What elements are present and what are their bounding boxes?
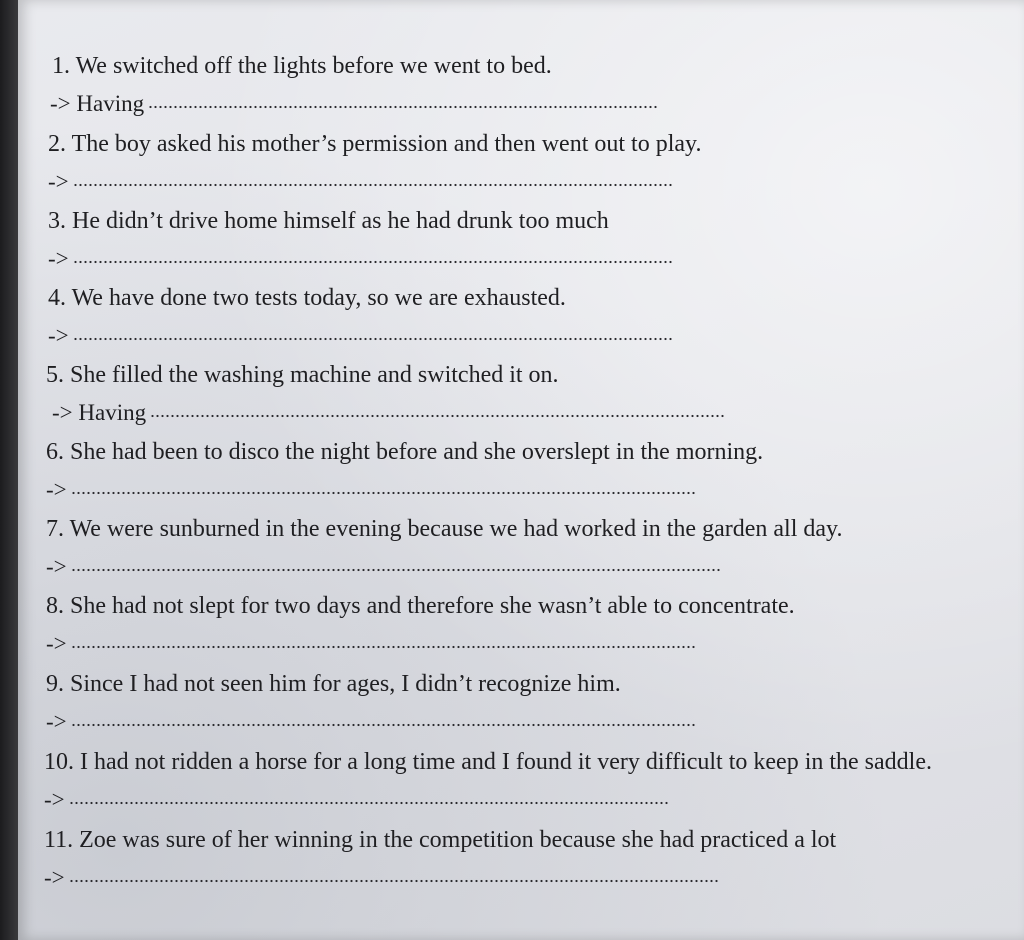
answer-prefix: -> xyxy=(46,631,67,656)
question-11: 11. Zoe was sure of her winning in the competition because she had practiced a lot xyxy=(44,827,837,853)
question-6: 6. She had been to disco the night before and she overslept in the morning. xyxy=(46,439,764,465)
answer-prefix: -> xyxy=(46,709,67,734)
question-9: 9. Since I had not seen him for ages, I didn’t recognize him. xyxy=(46,671,621,697)
answer-blank[interactable] xyxy=(73,337,673,341)
answer-blank[interactable] xyxy=(71,645,696,649)
question-1: 1. We switched off the lights before we went to bed. xyxy=(52,53,552,79)
answer-blank[interactable] xyxy=(71,723,696,727)
question-4: 4. We have done two tests today, so we are exhausted. xyxy=(48,285,566,311)
answer-blank[interactable] xyxy=(69,801,669,805)
question-8: 8. She had not slept for two days and therefore she wasn’t able to concentrate. xyxy=(46,593,795,619)
answer-prefix: -> xyxy=(44,787,65,812)
answer-line-4 xyxy=(48,322,673,350)
answer-line-8 xyxy=(46,630,696,658)
answer-prefix: -> xyxy=(46,477,67,502)
answer-prefix: -> xyxy=(46,554,67,579)
answer-line-10 xyxy=(44,786,669,814)
answer-prefix: -> Having xyxy=(50,91,145,116)
exercise-list xyxy=(18,0,1024,940)
answer-line-1 xyxy=(50,90,658,118)
answer-line-9 xyxy=(46,708,696,736)
question-3: 3. He didn’t drive home himself as he had drunk too much xyxy=(48,208,609,234)
answer-blank[interactable] xyxy=(71,568,721,572)
answer-blank[interactable] xyxy=(73,260,673,264)
answer-blank[interactable] xyxy=(150,414,725,418)
answer-prefix: -> Having xyxy=(52,400,147,425)
answer-prefix: -> xyxy=(48,246,69,271)
answer-blank[interactable] xyxy=(148,105,658,109)
answer-line-11 xyxy=(44,864,719,892)
question-5: 5. She filled the washing machine and switched it on. xyxy=(46,362,559,388)
answer-prefix: -> xyxy=(44,865,65,890)
answer-line-2 xyxy=(48,168,673,196)
paper-sheet xyxy=(18,0,1024,940)
answer-prefix: -> xyxy=(48,169,69,194)
answer-line-5 xyxy=(52,399,725,427)
answer-line-6 xyxy=(46,476,696,504)
question-7: 7. We were sunburned in the evening because we had worked in the garden all day. xyxy=(46,516,843,542)
answer-prefix: -> xyxy=(48,323,69,348)
answer-line-3 xyxy=(48,245,673,273)
answer-blank[interactable] xyxy=(69,879,719,883)
answer-blank[interactable] xyxy=(71,491,696,495)
question-2: 2. The boy asked his mother’s permission and then went out to play. xyxy=(48,131,702,157)
answer-line-7 xyxy=(46,553,721,581)
question-10: 10. I had not ridden a horse for a long time and I found it very difficult to keep in the saddle. xyxy=(44,749,932,775)
answer-blank[interactable] xyxy=(73,183,673,187)
